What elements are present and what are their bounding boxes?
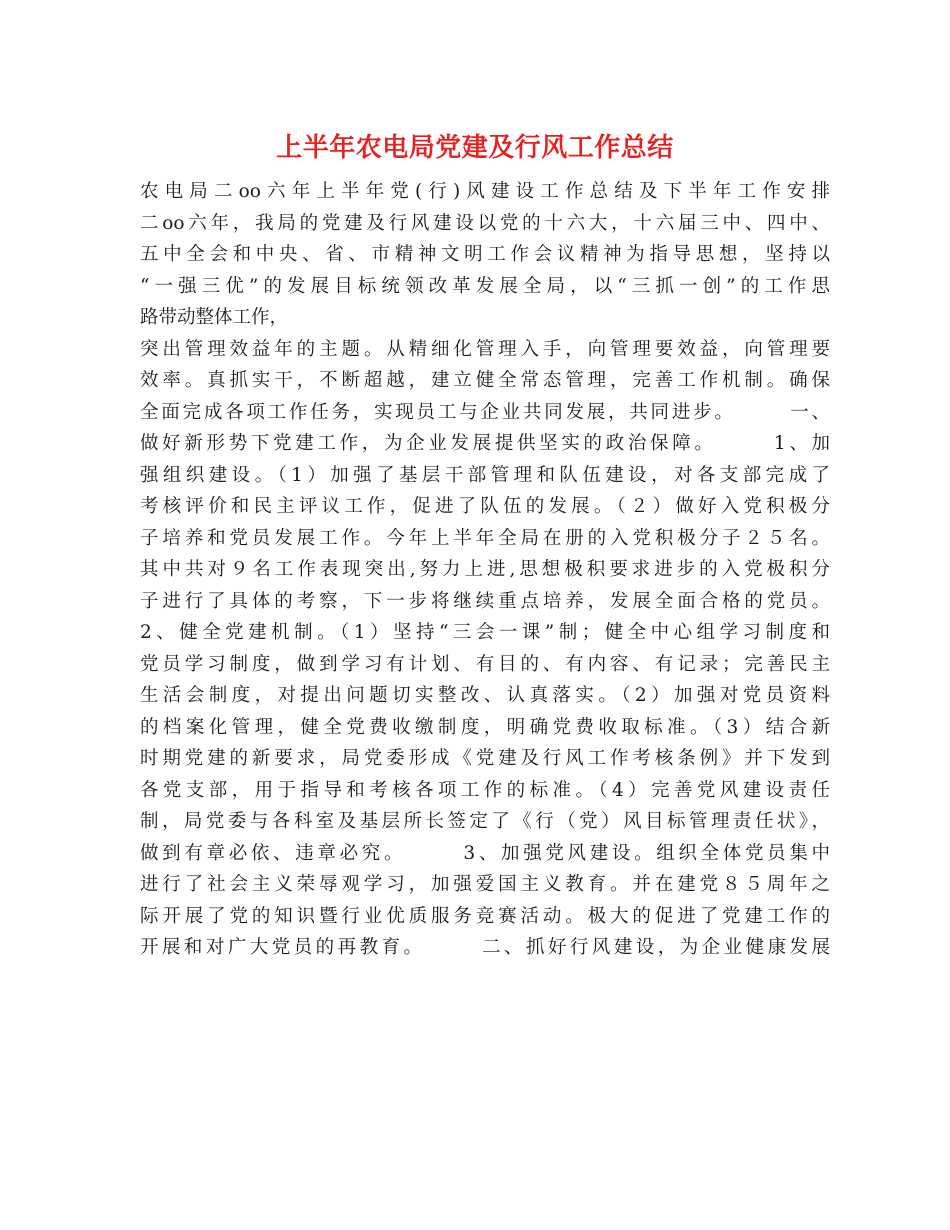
body-line: “一强三优”的发展目标统领改革发展全局，以“三抓一创”的工作思	[140, 275, 830, 297]
body-line: 际开展了党的知识暨行业优质服务竞赛活动。极大的促进了党建工作的	[140, 905, 830, 927]
body-line: 生活会制度，对提出问题切实整改、认真落实。（2）加强对党员资料	[140, 685, 830, 706]
body-line: 各党支部，用于指导和考核各项工作的标准。（4）完善党风建设责任	[140, 779, 830, 801]
body-line: 农电局二oo六年上半年党(行)风建设工作总结及下半年工作安排	[140, 181, 830, 202]
body-line: 开展和对广大党员的再教育。 二、抓好行风建设，为企业健康发展	[140, 937, 830, 958]
body-line: 做好新形势下党建工作，为企业发展提供坚实的政治保障。 1、加	[140, 433, 830, 454]
body-line: 2、健全党建机制。（1）坚持“三会一课”制；健全中心组学习制度和	[140, 622, 830, 643]
body-line: 效率。真抓实干，不断超越，建立健全常态管理，完善工作机制。确保	[140, 370, 830, 391]
body-line: 二oo六年，我局的党建及行风建设以党的十六大，十六届三中、四中、	[140, 212, 830, 234]
body-line: 五中全会和中央、省、市精神文明工作会议精神为指导思想，坚持以	[140, 244, 830, 265]
body-line: 子进行了具体的考察，下一步将继续重点培养，发展全面合格的党员。	[140, 590, 830, 612]
body-line: 路带动整体工作，	[140, 307, 289, 328]
body-line: 时期党建的新要求，局党委形成《党建及行风工作考核条例》并下发到	[140, 748, 830, 769]
body-line: 子培养和党员发展工作。今年上半年全局在册的入党积极分子２５名。	[140, 527, 830, 549]
body-line: 考核评价和民主评议工作，促进了队伍的发展。（２）做好入党积极分	[140, 496, 830, 517]
body-line: 的档案化管理，健全党费收缴制度，明确党费收取标准。（3）结合新	[140, 716, 830, 738]
body-line: 强组织建设。（1）加强了基层干部管理和队伍建设，对各支部完成了	[140, 464, 830, 486]
body-line: 其中共对９名工作表现突出,努力上进,思想极积要求进步的入党极积分	[140, 559, 830, 580]
body-line: 全面完成各项工作任务，实现员工与企业共同发展，共同进步。 一、	[140, 401, 830, 423]
document-title: 上半年农电局党建及行风工作总结	[276, 133, 674, 163]
body-line: 党员学习制度，做到学习有计划、有目的、有内容、有记录；完善民主	[140, 653, 830, 675]
body-line: 进行了社会主义荣辱观学习，加强爱国主义教育。并在建党８５周年之	[140, 874, 830, 895]
document-body	[140, 176, 830, 964]
body-line: 制，局党委与各科室及基层所长签定了《行（党）风目标管理责任状》，	[140, 811, 830, 832]
body-line: 突出管理效益年的主题。从精细化管理入手，向管理要效益，向管理要	[140, 338, 830, 360]
body-line: 做到有章必依、违章必究。 3、加强党风建设。组织全体党员集中	[140, 842, 830, 864]
